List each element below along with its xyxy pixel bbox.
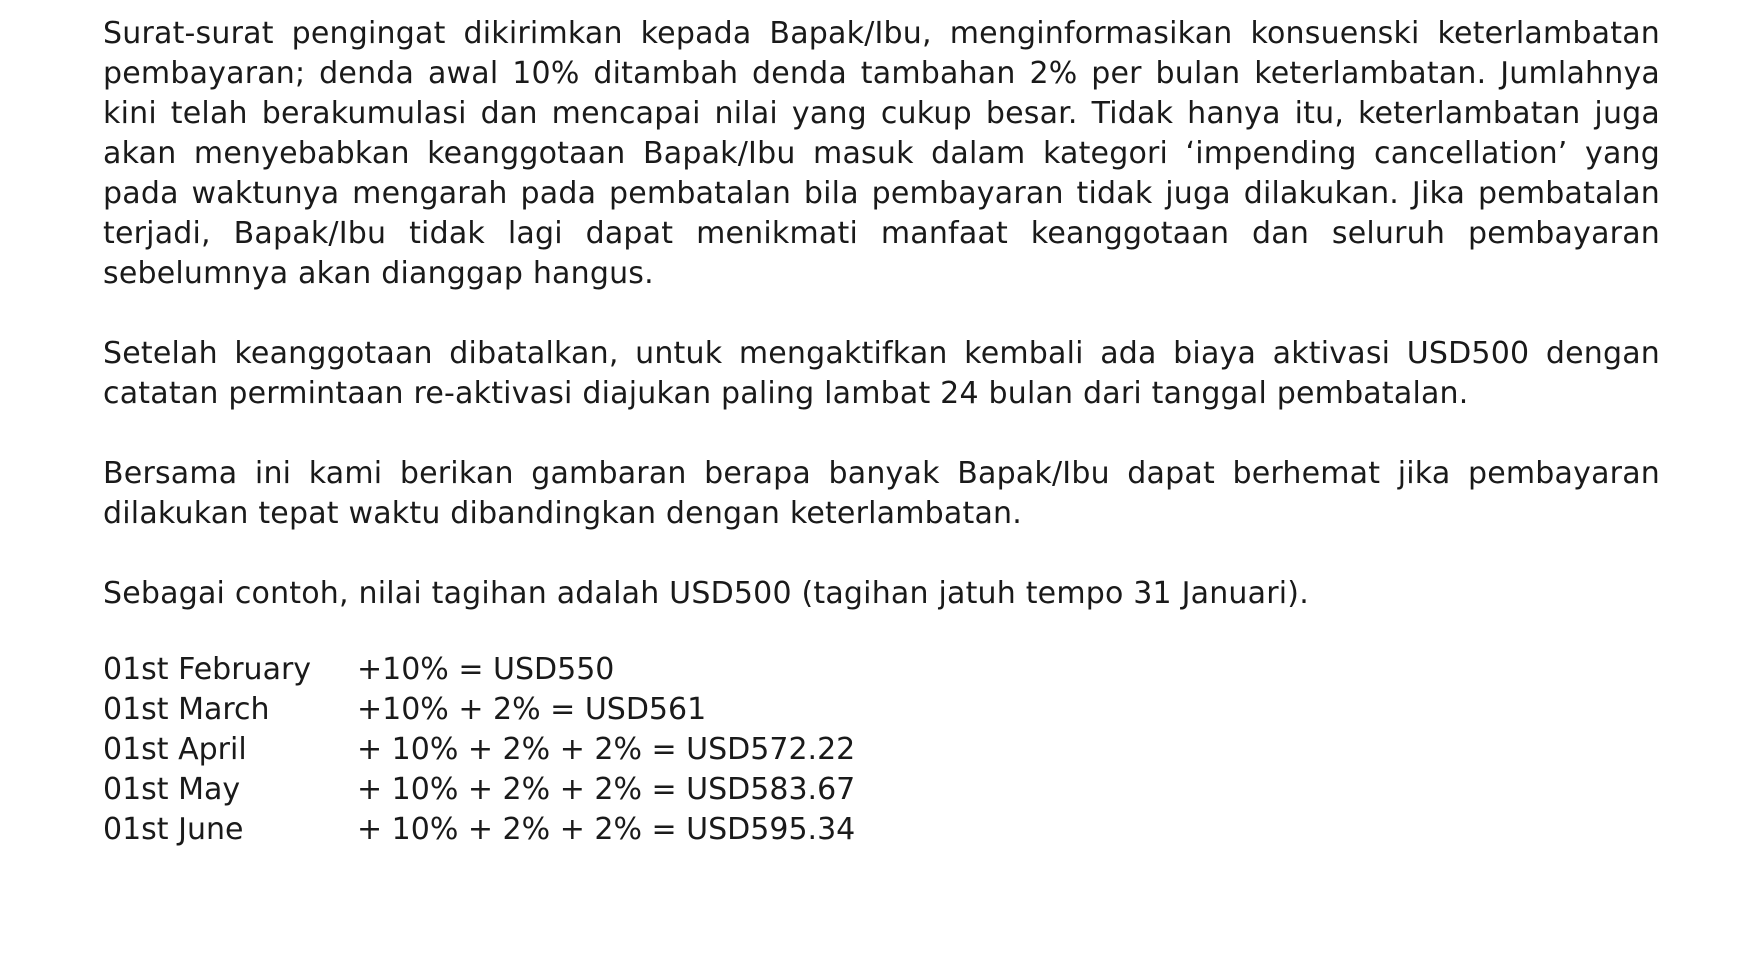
schedule-date: 01st March [103, 692, 270, 727]
schedule-amount: + 10% + 2% + 2% = USD583.67 [357, 772, 856, 807]
penalty-schedule [103, 650, 1660, 850]
schedule-date: 01st June [103, 812, 244, 847]
schedule-row [103, 810, 1660, 850]
schedule-row [103, 650, 1660, 690]
document-page [103, 14, 1660, 850]
schedule-date: 01st April [103, 732, 247, 767]
paragraph-savings-intro: Bersama ini kami berikan gambaran berapa banyak Bapak/Ibu dapat berhemat jika pembayaran dilakukan tepat waktu dibandingkan dengan keterlambatan. [103, 456, 1660, 531]
paragraph-reactivation-fee: Setelah keanggotaan dibatalkan, untuk mengaktifkan kembali ada biaya aktivasi USD500 dengan catatan permintaan re-aktivasi diajukan paling lambat 24 bulan dari tanggal pembatalan. [103, 336, 1660, 411]
schedule-amount: +10% = USD550 [357, 652, 615, 687]
schedule-amount: + 10% + 2% + 2% = USD572.22 [357, 732, 856, 767]
schedule-amount: +10% + 2% = USD561 [357, 692, 707, 727]
schedule-row [103, 690, 1660, 730]
paragraph-late-payment-consequences: Surat-surat pengingat dikirimkan kepada Bapak/Ibu, menginformasikan konsuenski keterlambatan pembayaran; denda awal 10% ditambah denda tambahan 2% per bulan keterlambatan. Jumlahnya kini telah berakumulasi dan mencapai nilai yang cukup besar. Tidak hanya itu, keterlambatan juga akan menyebabkan keanggotaan Bapak/Ibu masuk dalam kategori ‘impending cancellation’ yang pada waktunya mengarah pada pembatalan bila pembayaran tidak juga dilakukan. Jika pembatalan terjadi, Bapak/Ibu tidak lagi dapat menikmati manfaat keanggotaan dan seluruh pembayaran sebelumnya akan dianggap hangus. [103, 16, 1660, 291]
schedule-amount: + 10% + 2% + 2% = USD595.34 [357, 812, 856, 847]
paragraph-example: Sebagai contoh, nilai tagihan adalah USD500 (tagihan jatuh tempo 31 Januari). [103, 576, 1309, 611]
schedule-date: 01st February [103, 652, 312, 687]
schedule-row [103, 770, 1660, 810]
schedule-row [103, 730, 1660, 770]
schedule-date: 01st May [103, 772, 241, 807]
